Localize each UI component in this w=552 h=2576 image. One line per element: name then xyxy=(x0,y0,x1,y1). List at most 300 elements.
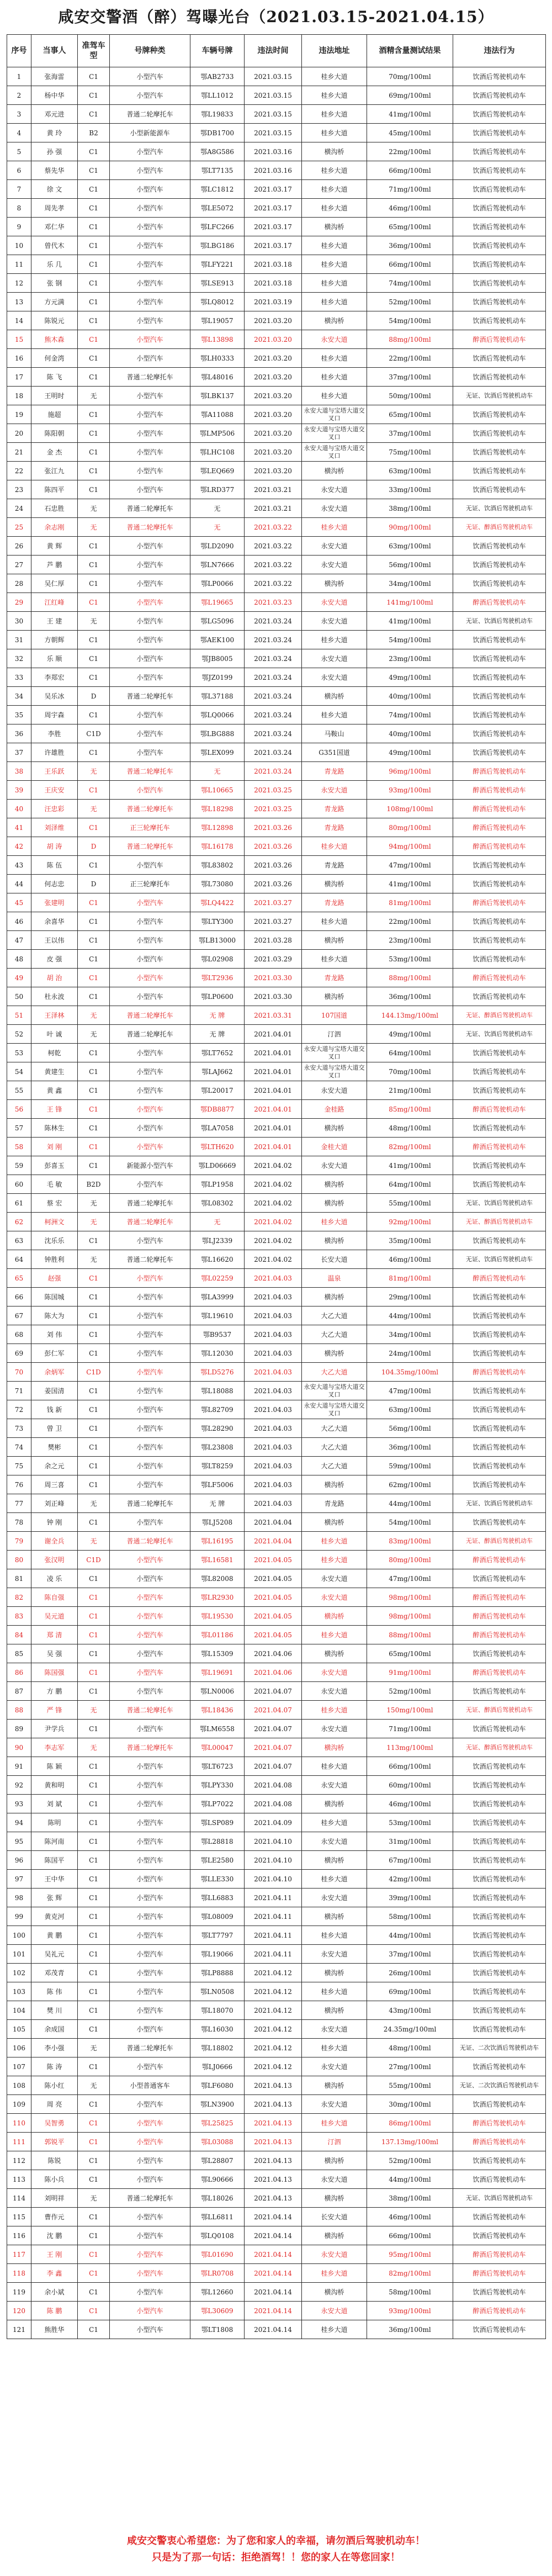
offender-name: 陈国强 xyxy=(31,1663,78,1682)
license-class: C1 xyxy=(78,1851,110,1870)
violation-place: 青龙路 xyxy=(302,818,367,837)
license-class: 无 xyxy=(78,762,110,781)
offender-name: 张汉明 xyxy=(31,1551,78,1569)
row-number: 29 xyxy=(7,593,31,612)
violation-date: 2021.04.14 xyxy=(245,2208,302,2226)
offender-name: 何志忠 xyxy=(31,875,78,893)
row-number: 67 xyxy=(7,1306,31,1325)
alcohol-level: 21mg/100ml xyxy=(367,1081,453,1100)
violation-type: 无证、饮酒后驾驶机动车 xyxy=(453,1494,546,1513)
row-number: 82 xyxy=(7,1588,31,1607)
table-row xyxy=(7,837,546,856)
violation-place: 横沟桥 xyxy=(302,2076,367,2095)
violation-place: 横沟桥 xyxy=(302,1964,367,1982)
violation-type: 无证、醉酒后驾驶机动车 xyxy=(453,1701,546,1720)
table-row xyxy=(7,1138,546,1156)
plate-number: 鄂L28807 xyxy=(190,2151,245,2170)
table-row xyxy=(7,1757,546,1776)
alcohol-level: 82mg/100ml xyxy=(367,2264,453,2283)
table-row xyxy=(7,687,546,706)
violation-type: 饮酒后驾驶机动车 xyxy=(453,987,546,1006)
table-row xyxy=(7,1081,546,1100)
table-row xyxy=(7,2264,546,2283)
plate-number: 鄂L19610 xyxy=(190,1306,245,1325)
plate-number: 鄂LR0708 xyxy=(190,2264,245,2283)
row-number: 23 xyxy=(7,480,31,499)
alcohol-level: 66mg/100ml xyxy=(367,255,453,274)
plate-type: 小型汽车 xyxy=(110,1776,190,1795)
violation-place: 金桂路 xyxy=(302,1100,367,1119)
violation-place: 永安大道 xyxy=(302,480,367,499)
plate-type: 普通二轮摩托车 xyxy=(110,1701,190,1720)
license-class: C1 xyxy=(78,86,110,105)
table-row xyxy=(7,405,546,424)
plate-type: 普通二轮摩托车 xyxy=(110,687,190,706)
row-number: 78 xyxy=(7,1513,31,1532)
offender-name: 王中华 xyxy=(31,1870,78,1889)
offender-name: 王乐跃 xyxy=(31,762,78,781)
violation-place: 永安大道与宝塔大道交叉口 xyxy=(302,1062,367,1081)
row-number: 36 xyxy=(7,724,31,743)
table-row xyxy=(7,649,546,668)
violation-place: 横沟桥 xyxy=(302,875,367,893)
plate-type: 小型汽车 xyxy=(110,462,190,480)
alcohol-level: 42mg/100ml xyxy=(367,1870,453,1889)
alcohol-level: 46mg/100ml xyxy=(367,1250,453,1269)
alcohol-level: 22mg/100ml xyxy=(367,912,453,931)
exposure-table xyxy=(7,34,546,2339)
license-class: C1 xyxy=(78,67,110,86)
plate-type: 普通二轮摩托车 xyxy=(110,1025,190,1044)
offender-name: 黄 鹏 xyxy=(31,1926,78,1945)
column-header: 序号 xyxy=(7,35,31,67)
table-body xyxy=(7,67,546,2339)
violation-type: 饮酒后驾驶机动车 xyxy=(453,649,546,668)
plate-type: 小型汽车 xyxy=(110,1851,190,1870)
violation-place: 横沟桥 xyxy=(302,987,367,1006)
plate-type: 小型汽车 xyxy=(110,1870,190,1889)
alcohol-level: 93mg/100ml xyxy=(367,2302,453,2320)
plate-type: 正三轮摩托车 xyxy=(110,818,190,837)
violation-date: 2021.04.07 xyxy=(245,1757,302,1776)
row-number: 121 xyxy=(7,2320,31,2339)
table-row xyxy=(7,1738,546,1757)
alcohol-level: 90mg/100ml xyxy=(367,518,453,537)
plate-number: 鄂LA3999 xyxy=(190,1288,245,1306)
license-class: C1 xyxy=(78,199,110,218)
violation-date: 2021.03.20 xyxy=(245,405,302,424)
row-number: 111 xyxy=(7,2133,31,2151)
violation-date: 2021.04.05 xyxy=(245,1626,302,1644)
table-row xyxy=(7,1588,546,1607)
violation-date: 2021.03.26 xyxy=(245,875,302,893)
violation-place: 永安大道 xyxy=(302,593,367,612)
violation-place: 桂乡大道 xyxy=(302,1870,367,1889)
license-class: C1 xyxy=(78,1607,110,1626)
violation-date: 2021.04.12 xyxy=(245,2057,302,2076)
offender-name: 黄建生 xyxy=(31,1062,78,1081)
plate-number: 鄂L08009 xyxy=(190,1907,245,1926)
violation-place: 横沟桥 xyxy=(302,1175,367,1194)
license-class: C1 xyxy=(78,2208,110,2226)
plate-number: 鄂L16030 xyxy=(190,2020,245,2039)
row-number: 2 xyxy=(7,86,31,105)
violation-type: 饮酒后驾驶机动车 xyxy=(453,1475,546,1494)
alcohol-level: 62mg/100ml xyxy=(367,1475,453,1494)
offender-name: 陈四平 xyxy=(31,480,78,499)
plate-type: 小型汽车 xyxy=(110,1607,190,1626)
violation-place: 桂乡大道 xyxy=(302,837,367,856)
table-row xyxy=(7,1551,546,1569)
offender-name: 李小强 xyxy=(31,2039,78,2057)
offender-name: 余炳军 xyxy=(31,1363,78,1382)
violation-date: 2021.03.21 xyxy=(245,480,302,499)
offender-name: 钱 新 xyxy=(31,1400,78,1419)
violation-type: 饮酒后驾驶机动车 xyxy=(453,706,546,724)
plate-type: 小型汽车 xyxy=(110,1551,190,1569)
table-row xyxy=(7,912,546,931)
violation-type: 醉酒后驾驶机动车 xyxy=(453,1626,546,1644)
row-number: 63 xyxy=(7,1231,31,1250)
violation-date: 2021.03.22 xyxy=(245,518,302,537)
license-class: C1 xyxy=(78,424,110,443)
alcohol-level: 56mg/100ml xyxy=(367,556,453,574)
violation-type: 饮酒后驾驶机动车 xyxy=(453,1231,546,1250)
violation-type: 醉酒后驾驶机动车 xyxy=(453,1363,546,1382)
alcohol-level: 46mg/100ml xyxy=(367,1795,453,1813)
plate-number: 鄂L12660 xyxy=(190,2283,245,2302)
alcohol-level: 56mg/100ml xyxy=(367,1419,453,1438)
violation-type: 饮酒后驾驶机动车 xyxy=(453,574,546,593)
offender-name: 方元满 xyxy=(31,293,78,311)
row-number: 1 xyxy=(7,67,31,86)
violation-date: 2021.03.20 xyxy=(245,311,302,330)
license-class: C1 xyxy=(78,1138,110,1156)
plate-type: 小型汽车 xyxy=(110,1175,190,1194)
license-class: C1 xyxy=(78,255,110,274)
offender-name: 柯洲文 xyxy=(31,1213,78,1231)
table-row xyxy=(7,818,546,837)
violation-type: 饮酒后驾驶机动车 xyxy=(453,1419,546,1438)
table-row xyxy=(7,1682,546,1701)
table-row xyxy=(7,1156,546,1175)
violation-date: 2021.03.30 xyxy=(245,969,302,987)
table-row xyxy=(7,2020,546,2039)
offender-name: 周先孝 xyxy=(31,199,78,218)
plate-number: 鄂LT2936 xyxy=(190,969,245,987)
plate-type: 普通二轮摩托车 xyxy=(110,2189,190,2208)
offender-name: 叶 诚 xyxy=(31,1025,78,1044)
plate-type: 小型汽车 xyxy=(110,86,190,105)
alcohol-level: 37mg/100ml xyxy=(367,1945,453,1964)
offender-name: 余之元 xyxy=(31,1457,78,1475)
table-row xyxy=(7,67,546,86)
violation-date: 2021.03.20 xyxy=(245,424,302,443)
table-row xyxy=(7,1288,546,1306)
plate-number: 鄂L02259 xyxy=(190,1269,245,1288)
row-number: 110 xyxy=(7,2114,31,2133)
table-row xyxy=(7,1607,546,1626)
row-number: 39 xyxy=(7,781,31,800)
violation-place: 桂乡大道 xyxy=(302,950,367,969)
table-row xyxy=(7,2189,546,2208)
violation-date: 2021.04.02 xyxy=(245,1250,302,1269)
table-row xyxy=(7,368,546,387)
row-number: 83 xyxy=(7,1607,31,1626)
plate-number: 鄂LD2090 xyxy=(190,537,245,556)
row-number: 91 xyxy=(7,1757,31,1776)
license-class: C1 xyxy=(78,706,110,724)
table-row xyxy=(7,1194,546,1213)
alcohol-level: 44mg/100ml xyxy=(367,1306,453,1325)
plate-number: 鄂A8G586 xyxy=(190,142,245,161)
violation-place: 桂乡大道 xyxy=(302,67,367,86)
alcohol-level: 141mg/100ml xyxy=(367,593,453,612)
license-class: D xyxy=(78,687,110,706)
violation-date: 2021.03.26 xyxy=(245,818,302,837)
violation-place: 桂乡大道 xyxy=(302,349,367,368)
violation-place: 桂乡大道 xyxy=(302,180,367,199)
violation-place: 永安大道 xyxy=(302,1889,367,1907)
plate-type: 小型汽车 xyxy=(110,218,190,236)
license-class: C1 xyxy=(78,2170,110,2189)
table-row xyxy=(7,1044,546,1062)
plate-type: 正三轮摩托车 xyxy=(110,875,190,893)
license-class: C1D xyxy=(78,1551,110,1569)
row-number: 103 xyxy=(7,1982,31,2001)
offender-name: 王 刚 xyxy=(31,2245,78,2264)
violation-place: 汀泗 xyxy=(302,1025,367,1044)
violation-type: 饮酒后驾驶机动车 xyxy=(453,2226,546,2245)
plate-type: 小型汽车 xyxy=(110,631,190,649)
row-number: 49 xyxy=(7,969,31,987)
violation-place: 永安大道 xyxy=(302,1682,367,1701)
plate-type: 小型汽车 xyxy=(110,2283,190,2302)
violation-place: 桂乡大道 xyxy=(302,1757,367,1776)
plate-number: 鄂DB1700 xyxy=(190,124,245,142)
offender-name: 张江九 xyxy=(31,462,78,480)
row-number: 27 xyxy=(7,556,31,574)
plate-number: 鄂AB2733 xyxy=(190,67,245,86)
violation-type: 饮酒后驾驶机动车 xyxy=(453,124,546,142)
row-number: 112 xyxy=(7,2151,31,2170)
violation-place: 桂乡大道 xyxy=(302,255,367,274)
plate-type: 小型汽车 xyxy=(110,856,190,875)
plate-number: 鄂AEK100 xyxy=(190,631,245,649)
violation-place: 永安大道与宝塔大道交叉口 xyxy=(302,405,367,424)
plate-number: 鄂L83802 xyxy=(190,856,245,875)
violation-date: 2021.04.13 xyxy=(245,2095,302,2114)
alcohol-level: 43mg/100ml xyxy=(367,2001,453,2020)
row-number: 72 xyxy=(7,1400,31,1419)
table-row xyxy=(7,1813,546,1832)
plate-type: 小型汽车 xyxy=(110,2114,190,2133)
offender-name: 余成国 xyxy=(31,2020,78,2039)
violation-type: 饮酒后驾驶机动车 xyxy=(453,199,546,218)
violation-date: 2021.04.14 xyxy=(245,2283,302,2302)
license-class: C1 xyxy=(78,931,110,950)
alcohol-level: 36mg/100ml xyxy=(367,1438,453,1457)
violation-date: 2021.03.26 xyxy=(245,837,302,856)
alcohol-level: 65mg/100ml xyxy=(367,218,453,236)
violation-type: 饮酒后驾驶机动车 xyxy=(453,86,546,105)
license-class: C1 xyxy=(78,311,110,330)
alcohol-level: 58mg/100ml xyxy=(367,1907,453,1926)
plate-type: 小型汽车 xyxy=(110,1926,190,1945)
alcohol-level: 47mg/100ml xyxy=(367,1382,453,1400)
plate-number: 鄂L12030 xyxy=(190,1344,245,1363)
license-class: C1 xyxy=(78,2245,110,2264)
alcohol-level: 65mg/100ml xyxy=(367,405,453,424)
plate-number: 鄂LEQ669 xyxy=(190,462,245,480)
plate-type: 小型汽车 xyxy=(110,706,190,724)
row-number: 9 xyxy=(7,218,31,236)
table-row xyxy=(7,255,546,274)
plate-type: 小型汽车 xyxy=(110,67,190,86)
violation-type: 饮酒后驾驶机动车 xyxy=(453,1044,546,1062)
plate-number: 鄂L23808 xyxy=(190,1438,245,1457)
plate-type: 小型汽车 xyxy=(110,2245,190,2264)
plate-type: 小型汽车 xyxy=(110,1832,190,1851)
violation-place: 横沟桥 xyxy=(302,462,367,480)
license-class: C1 xyxy=(78,293,110,311)
offender-name: 彭仁军 xyxy=(31,1344,78,1363)
row-number: 62 xyxy=(7,1213,31,1231)
row-number: 22 xyxy=(7,462,31,480)
plate-type: 小型汽车 xyxy=(110,349,190,368)
license-class: C1 xyxy=(78,1044,110,1062)
violation-type: 饮酒后驾驶机动车 xyxy=(453,1945,546,1964)
alcohol-level: 69mg/100ml xyxy=(367,86,453,105)
offender-name: 蔡 宏 xyxy=(31,1194,78,1213)
violation-place: 横沟桥 xyxy=(302,2189,367,2208)
violation-type: 饮酒后驾驶机动车 xyxy=(453,2095,546,2114)
license-class: 无 xyxy=(78,499,110,518)
plate-type: 小型汽车 xyxy=(110,424,190,443)
offender-name: 蔡先华 xyxy=(31,161,78,180)
offender-name: 陈国城 xyxy=(31,1288,78,1306)
plate-number: 鄂B9537 xyxy=(190,1325,245,1344)
violation-place: 横沟桥 xyxy=(302,1644,367,1663)
row-number: 87 xyxy=(7,1682,31,1701)
violation-type: 饮酒后驾驶机动车 xyxy=(453,161,546,180)
violation-date: 2021.04.02 xyxy=(245,1156,302,1175)
violation-date: 2021.03.18 xyxy=(245,274,302,293)
alcohol-level: 55mg/100ml xyxy=(367,2076,453,2095)
license-class: C1 xyxy=(78,950,110,969)
violation-place: 桂乡大道 xyxy=(302,1551,367,1569)
violation-place: 横沟桥 xyxy=(302,1344,367,1363)
violation-type: 饮酒后驾驶机动车 xyxy=(453,67,546,86)
plate-number: 鄂LH0333 xyxy=(190,349,245,368)
plate-number: 无 牌 xyxy=(190,1006,245,1025)
alcohol-level: 46mg/100ml xyxy=(367,2208,453,2226)
plate-number: 鄂L25825 xyxy=(190,2114,245,2133)
license-class: C1 xyxy=(78,743,110,762)
violation-date: 2021.04.01 xyxy=(245,1100,302,1119)
plate-type: 小型汽车 xyxy=(110,1363,190,1382)
alcohol-level: 24mg/100ml xyxy=(367,1344,453,1363)
license-class: C1 xyxy=(78,2302,110,2320)
offender-name: 陈 伟 xyxy=(31,1982,78,2001)
violation-place: 永安大道 xyxy=(302,2057,367,2076)
violation-date: 2021.04.08 xyxy=(245,1795,302,1813)
offender-name: 严 锋 xyxy=(31,1701,78,1720)
plate-type: 小型汽车 xyxy=(110,180,190,199)
violation-place: 永安大道 xyxy=(302,1569,367,1588)
plate-number: 鄂LQ8012 xyxy=(190,293,245,311)
violation-place: 永安大道 xyxy=(302,668,367,687)
violation-place: 桂乡大道 xyxy=(302,1701,367,1720)
offender-name: 周三喜 xyxy=(31,1475,78,1494)
violation-type: 饮酒后驾驶机动车 xyxy=(453,724,546,743)
offender-name: 彭喜玉 xyxy=(31,1156,78,1175)
violation-place: 青龙路 xyxy=(302,762,367,781)
violation-type: 饮酒后驾驶机动车 xyxy=(453,405,546,424)
row-number: 68 xyxy=(7,1325,31,1344)
violation-type: 饮酒后驾驶机动车 xyxy=(453,1982,546,2001)
row-number: 104 xyxy=(7,2001,31,2020)
table-row xyxy=(7,1494,546,1513)
violation-date: 2021.04.03 xyxy=(245,1457,302,1475)
plate-number: 鄂LJ5208 xyxy=(190,1513,245,1532)
license-class: 无 xyxy=(78,1532,110,1551)
plate-type: 小型汽车 xyxy=(110,1813,190,1832)
license-class: C1 xyxy=(78,574,110,593)
row-number: 60 xyxy=(7,1175,31,1194)
alcohol-level: 71mg/100ml xyxy=(367,1720,453,1738)
license-class: C1 xyxy=(78,1757,110,1776)
violation-date: 2021.03.24 xyxy=(245,687,302,706)
plate-number: 鄂LN7666 xyxy=(190,556,245,574)
plate-number: 鄂L16581 xyxy=(190,1551,245,1569)
table-row xyxy=(7,2170,546,2189)
violation-type: 饮酒后驾驶机动车 xyxy=(453,1513,546,1532)
plate-number: 鄂L18026 xyxy=(190,2189,245,2208)
row-number: 14 xyxy=(7,311,31,330)
violation-type: 饮酒后驾驶机动车 xyxy=(453,236,546,255)
table-row xyxy=(7,1907,546,1926)
column-header: 酒精含量测试结果 xyxy=(367,35,453,67)
plate-type: 小型汽车 xyxy=(110,1907,190,1926)
alcohol-level: 59mg/100ml xyxy=(367,1457,453,1475)
plate-number: 鄂L73080 xyxy=(190,875,245,893)
violation-type: 饮酒后驾驶机动车 xyxy=(453,1288,546,1306)
plate-number: 鄂L10665 xyxy=(190,781,245,800)
alcohol-level: 95mg/100ml xyxy=(367,2245,453,2264)
offender-name: 陈 涛 xyxy=(31,2057,78,2076)
offender-name: 陈小兵 xyxy=(31,2170,78,2189)
offender-name: 樊彬 xyxy=(31,1438,78,1457)
row-number: 26 xyxy=(7,537,31,556)
plate-type: 小型汽车 xyxy=(110,1044,190,1062)
row-number: 16 xyxy=(7,349,31,368)
violation-date: 2021.04.01 xyxy=(245,1119,302,1138)
license-class: C1 xyxy=(78,2226,110,2245)
plate-type: 小型汽车 xyxy=(110,1757,190,1776)
violation-place: 横沟桥 xyxy=(302,1231,367,1250)
plate-type: 小型汽车 xyxy=(110,1306,190,1325)
offender-name: 许雄胜 xyxy=(31,743,78,762)
violation-date: 2021.04.08 xyxy=(245,1776,302,1795)
alcohol-level: 150mg/100ml xyxy=(367,1701,453,1720)
alcohol-level: 44mg/100ml xyxy=(367,2170,453,2189)
license-class: C1 xyxy=(78,593,110,612)
row-number: 10 xyxy=(7,236,31,255)
violation-type: 饮酒后驾驶机动车 xyxy=(453,931,546,950)
column-header: 违法行为 xyxy=(453,35,546,67)
table-row xyxy=(7,1344,546,1363)
